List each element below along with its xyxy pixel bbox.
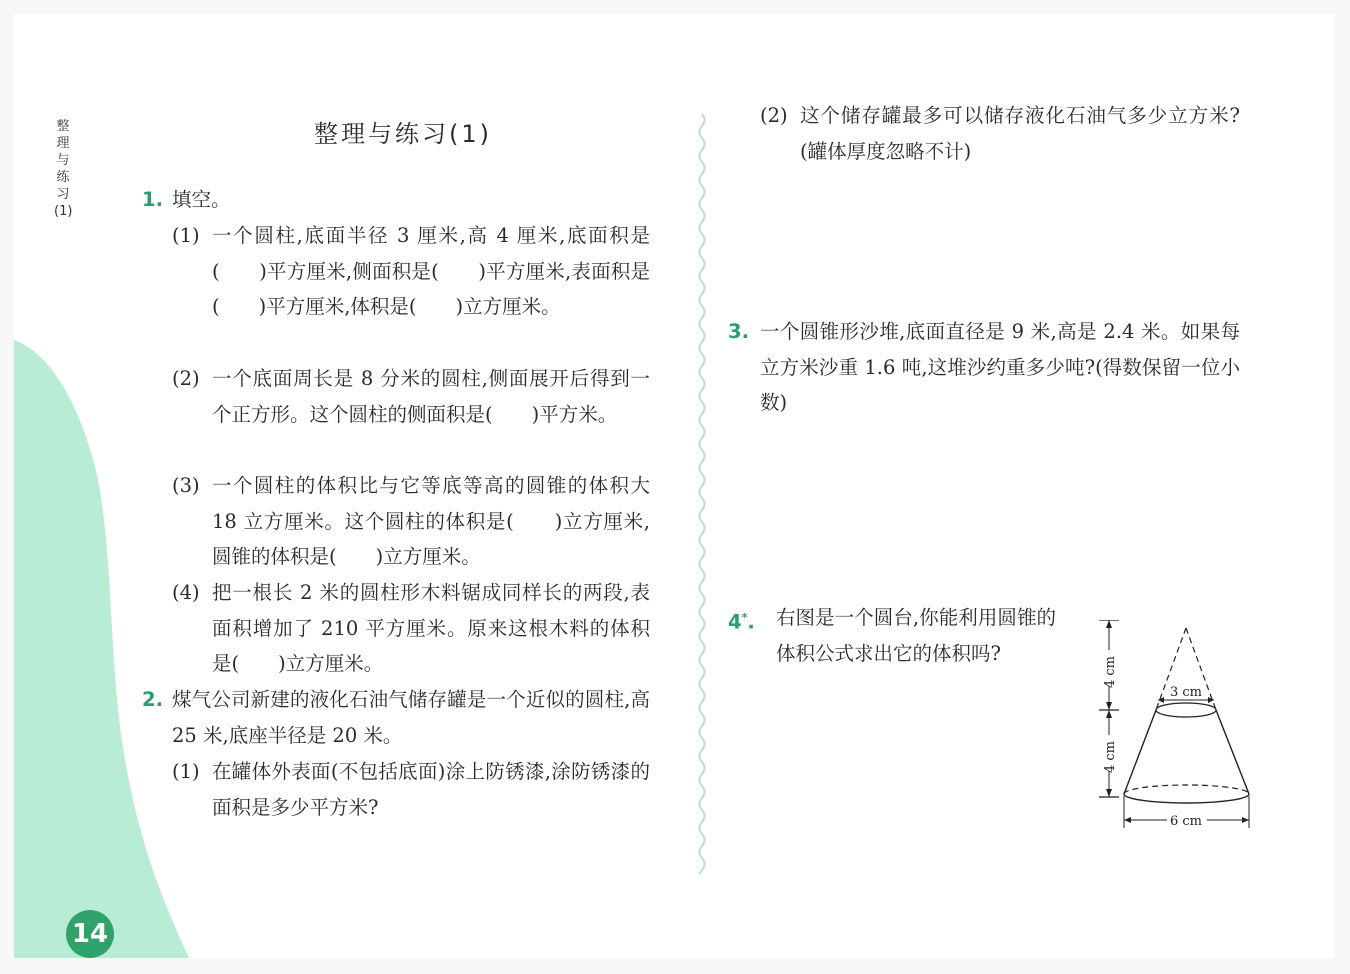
- q3-number: 3.: [728, 320, 749, 343]
- workbook-page: [14, 14, 1334, 958]
- q4-number-dot: .: [747, 610, 755, 634]
- q1-item-1-text: 一个圆柱,底面半径 3 厘米,高 4 厘米,底面积是( )平方厘米,侧面积是( )平方厘米,表面积是( )平方厘米,体积是( )立方厘米。: [212, 224, 650, 319]
- q1-item-3-label: (3): [172, 474, 200, 497]
- q1-item-4-text: 把一根长 2 米的圆柱形木料锯成同样长的两段,表面积增加了 210 平方厘米。原来这根木料的体积是( )立方厘米。: [212, 581, 650, 676]
- q2-sub2-label: (2): [760, 104, 788, 127]
- q2-sub2-text: 这个储存罐最多可以储存液化石油气多少立方米?(罐体厚度忽略不计): [800, 104, 1240, 163]
- q1-item-1-label: (1): [172, 224, 200, 247]
- q1-item-4-label: (4): [172, 581, 200, 604]
- q1-item-2-label: (2): [172, 367, 200, 390]
- bottom-diameter-label: 6 cm: [1170, 814, 1203, 829]
- page-title: 整理与练习(1): [314, 120, 492, 148]
- side-chapter-title: 整理与练习(1): [54, 119, 73, 219]
- q3-text: 一个圆锥形沙堆,底面直径是 9 米,高是 2.4 米。如果每立方米沙重 1.6 吨,这堆沙约重多少吨?(得数保留一位小数): [760, 320, 1240, 415]
- q1-number: 1.: [142, 188, 163, 211]
- wavy-divider: [694, 114, 710, 874]
- mint-wave-decoration: [14, 14, 234, 958]
- q2-sub1-text: 在罐体外表面(不包括底面)涂上防锈漆,涂防锈漆的面积是多少平方米?: [212, 760, 650, 819]
- upper-height-label: 4 cm: [1103, 655, 1118, 688]
- page-number-badge: [66, 910, 114, 958]
- q2-text: 煤气公司新建的液化石油气储存罐是一个近似的圆柱,高 25 米,底座半径是 20 米。: [172, 688, 650, 747]
- q2-number: 2.: [142, 688, 163, 711]
- q4-challenge-star: *: [741, 611, 748, 624]
- q4-text: 右图是一个圆台,你能利用圆锥的体积公式求出它的体积吗?: [776, 606, 1056, 665]
- frustum-figure: [1094, 620, 1284, 830]
- q4-number-digit: 4: [728, 610, 742, 634]
- top-diameter-label: 3 cm: [1170, 685, 1203, 700]
- q1-heading: 填空。: [172, 188, 231, 211]
- page-number: 14: [71, 919, 109, 949]
- q1-item-2-text: 一个底面周长是 8 分米的圆柱,侧面展开后得到一个正方形。这个圆柱的侧面积是( )平方米。: [212, 367, 650, 426]
- q1-item-3-text: 一个圆柱的体积比与它等底等高的圆锥的体积大 18 立方厘米。这个圆柱的体积是( )立方厘米,圆锥的体积是( )立方厘米。: [212, 474, 650, 569]
- q4-number: [728, 600, 755, 640]
- q2-sub1-label: (1): [172, 760, 200, 783]
- lower-height-label: 4 cm: [1103, 740, 1118, 773]
